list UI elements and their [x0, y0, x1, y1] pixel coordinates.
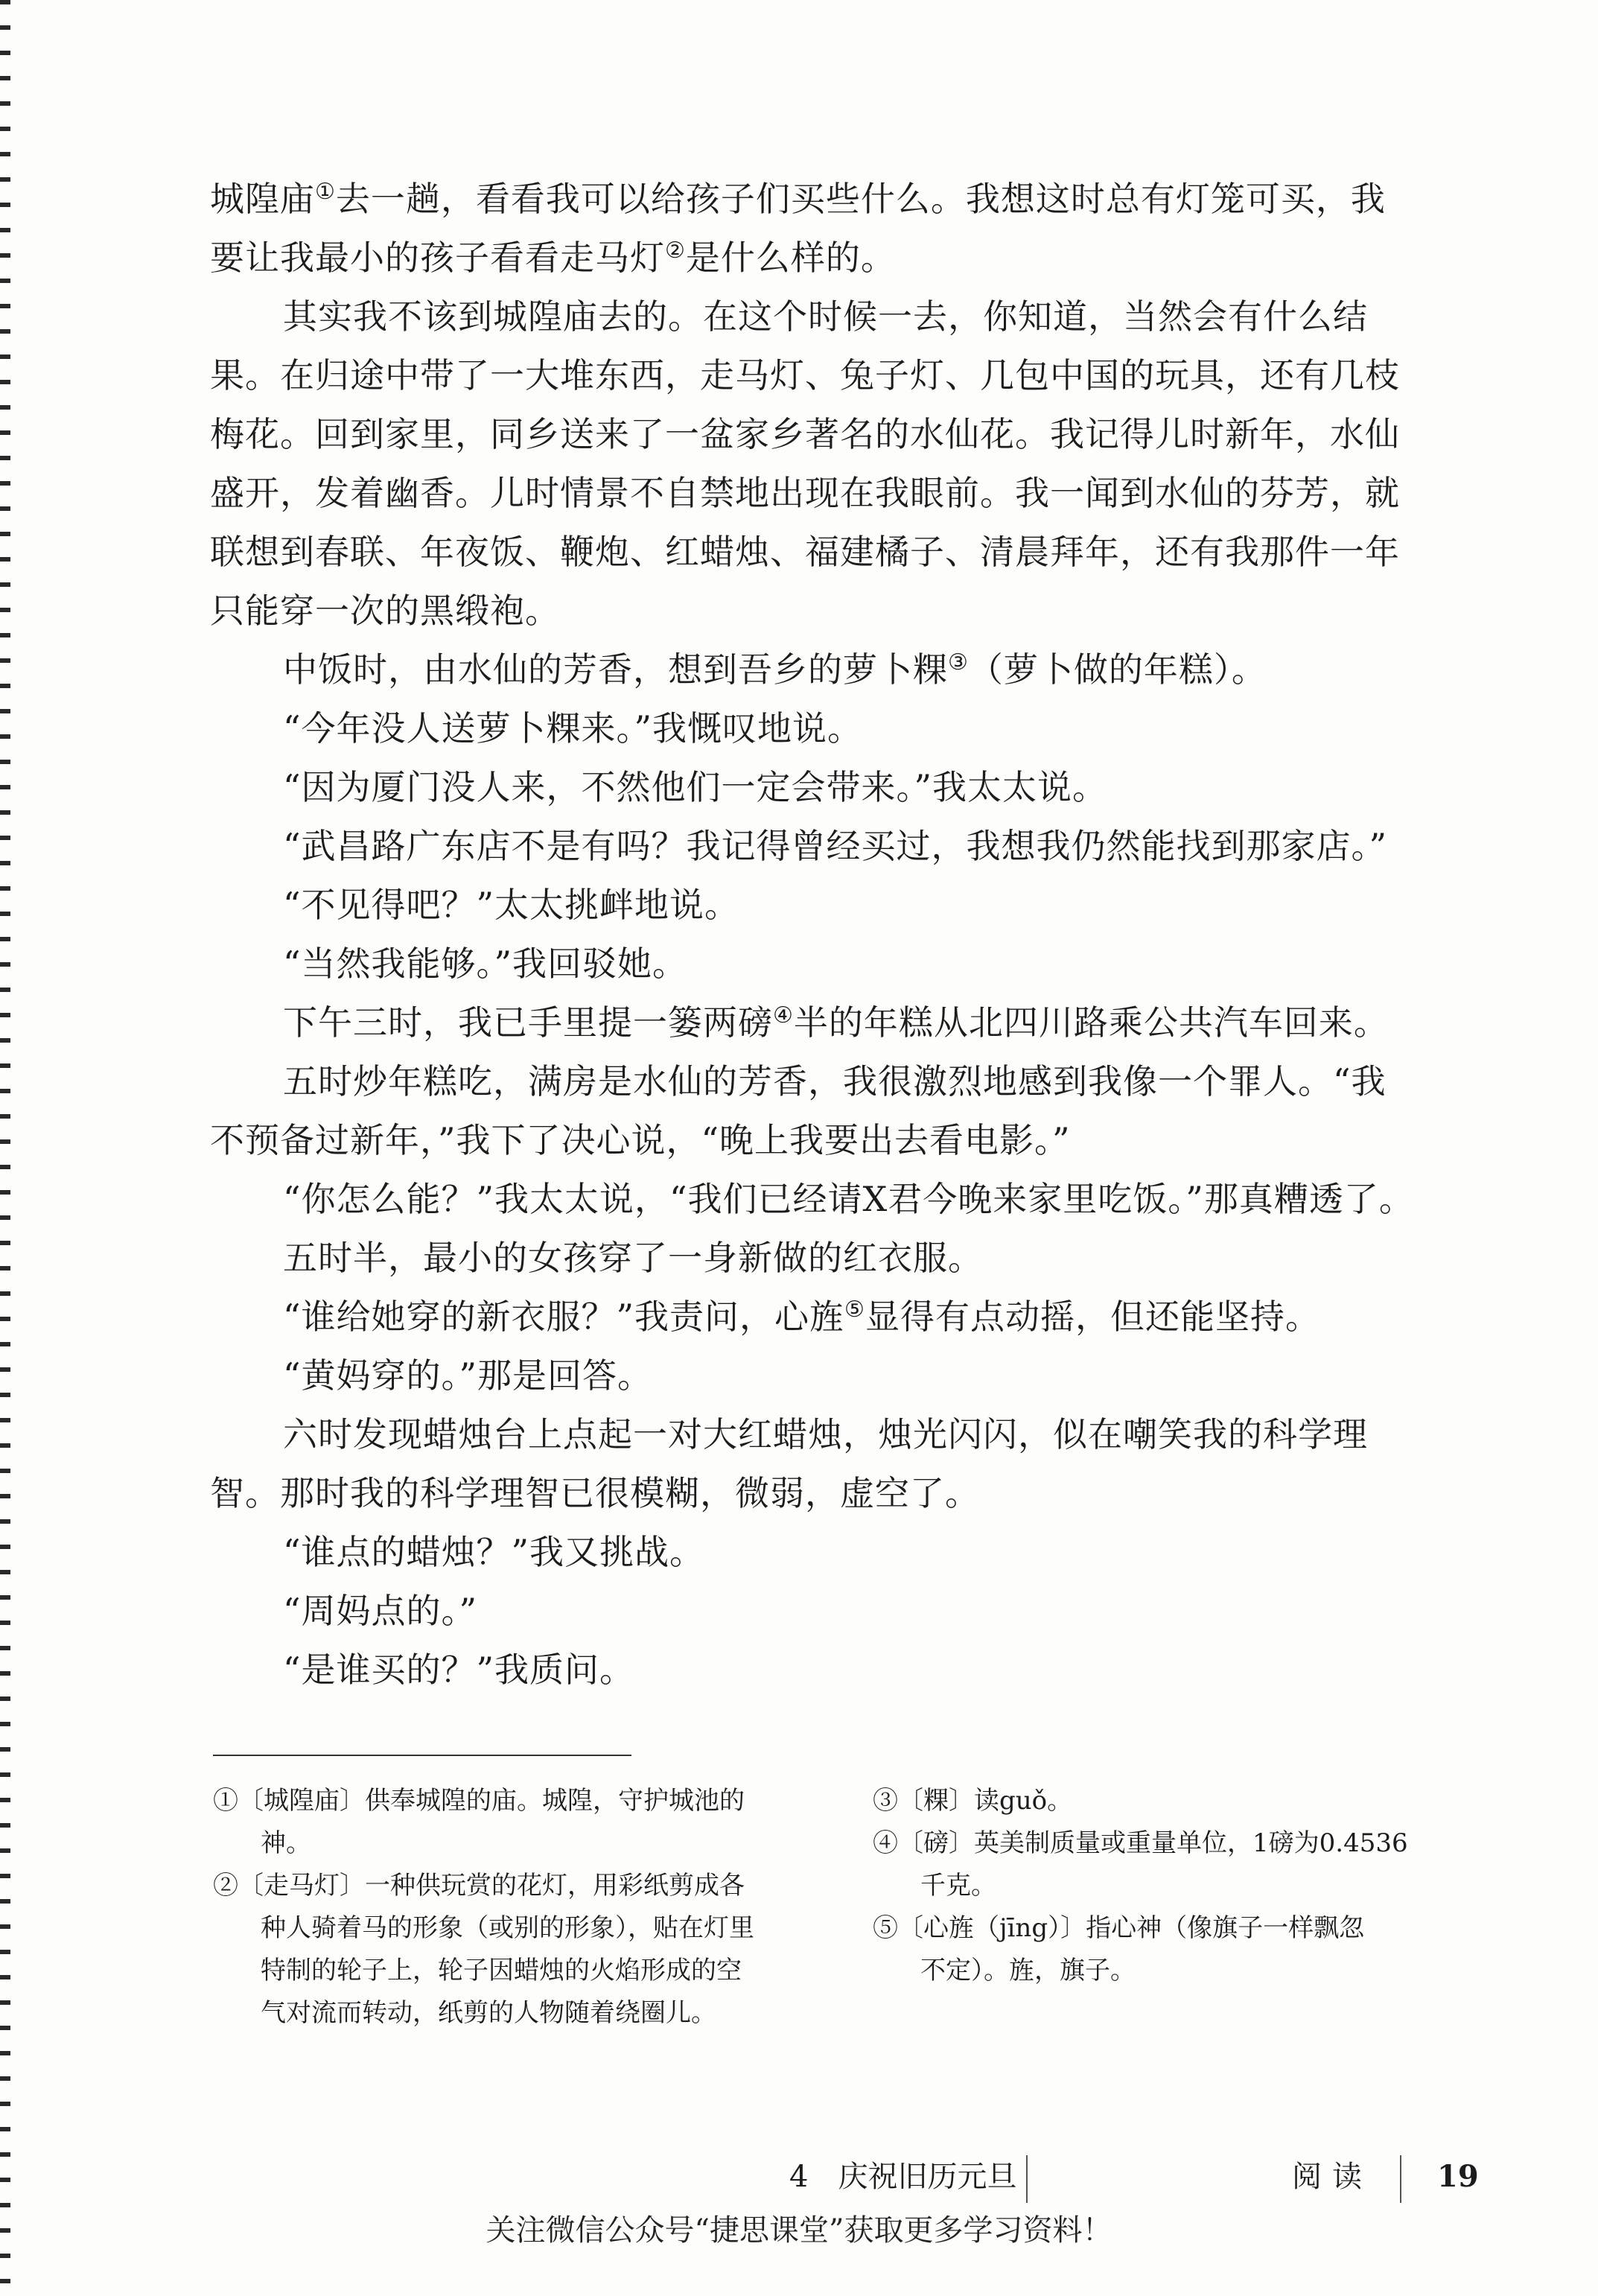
text-line: 五时半，最小的女孩穿了一身新做的红衣服。 — [283, 1238, 983, 1278]
text-line: “武昌路广东店不是有吗？我记得曾经买过，我想我仍然能找到那家店。” — [283, 826, 1388, 866]
text-line: “谁点的蜡烛？”我又挑战。 — [283, 1532, 705, 1572]
text-line: 智。那时我的科学理智已很模糊，微弱，虚空了。 — [210, 1473, 980, 1513]
footnote-line: ②〔走马灯〕一种供玩赏的花灯，用彩纸剪成各 — [213, 1871, 745, 1901]
text-line: “黄妈穿的。”那是回答。 — [283, 1355, 653, 1396]
text-line: “周妈点的。” — [283, 1591, 478, 1631]
section-label: 阅读 — [1292, 2160, 1372, 2194]
page-number: 19 — [1437, 2159, 1479, 2194]
footnote-marker: ④ — [773, 1002, 794, 1028]
footnote-marker: ③ — [948, 649, 969, 675]
text-line: “谁给她穿的新衣服？”我责问，心旌⑤显得有点动摇，但还能坚持。 — [283, 1297, 1320, 1337]
text-line: 五时炒年糕吃，满房是水仙的芳香，我很激烈地感到我像一个罪人。“我 — [283, 1061, 1387, 1101]
text-line: “今年没人送萝卜粿来。”我慨叹地说。 — [283, 708, 863, 748]
text-line: “当然我能够。”我回驳她。 — [283, 944, 688, 984]
text-line: “不见得吧？”太太挑衅地说。 — [283, 885, 740, 925]
text-line: 果。在归途中带了一大堆东西，走马灯、兔子灯、几包中国的玩具，还有几枝 — [210, 355, 1400, 395]
footnote-line: 千克。 — [920, 1871, 996, 1901]
footnote-line: 不定）。旌，旗子。 — [920, 1956, 1136, 1985]
text-line: 梅花。回到家里，同乡送来了一盆家乡著名的水仙花。我记得儿时新年，水仙 — [210, 414, 1400, 454]
text-line: 下午三时，我已手里提一篓两磅④半的年糕从北四川路乘公共汽车回来。 — [283, 1002, 1389, 1043]
footnote-marker: ② — [665, 238, 686, 264]
footnote-line: ⑤〔心旌（jīng）〕指心神（像旗子一样飘忽 — [873, 1913, 1365, 1943]
watermark-text: 关注微信公众号“捷思课堂”获取更多学习资料！ — [486, 2213, 1112, 2248]
footnote-marker: ① — [315, 179, 336, 205]
text-line: 联想到春联、年夜饭、鞭炮、红蜡烛、福建橘子、清晨拜年，还有我那件一年 — [210, 532, 1400, 572]
text-line: 中饭时，由水仙的芳香，想到吾乡的萝卜粿③（萝卜做的年糕）。 — [283, 649, 1267, 690]
body-text — [210, 170, 1476, 1699]
text-line: 其实我不该到城隍庙去的。在这个时候一去，你知道，当然会有什么结 — [283, 296, 1368, 337]
footnotes-right — [873, 1780, 1483, 1992]
page-binding-edge — [0, 0, 10, 2296]
footnote-line: 神。 — [261, 1828, 311, 1858]
footer-separator — [1400, 2155, 1401, 2203]
footnote-line: ①〔城隍庙〕供奉城隍的庙。城隍，守护城池的 — [213, 1786, 745, 1816]
text-line: “因为厦门没人来，不然他们一定会带来。”我太太说。 — [283, 767, 1108, 807]
text-line: 六时发现蜡烛台上点起一对大红蜡烛，烛光闪闪，似在嘲笑我的科学理 — [283, 1414, 1368, 1454]
text-line: “你怎么能？”我太太说，“我们已经请X君今晚来家里吃饭。”那真糟透了。 — [283, 1179, 1414, 1219]
text-line: 只能穿一次的黑缎袍。 — [210, 591, 560, 631]
text-line: “是谁买的？”我质问。 — [283, 1650, 635, 1690]
text-line: 不预备过新年，”我下了决心说，“晚上我要出去看电影。” — [210, 1120, 1071, 1160]
footnote-marker: ⑤ — [844, 1297, 865, 1323]
text-line: 城隍庙①去一趟，看看我可以给孩子们买些什么。我想这时总有灯笼可买，我 — [210, 179, 1386, 219]
footer-separator — [1026, 2155, 1028, 2203]
footnote-line: 种人骑着马的形象（或别的形象），贴在灯里 — [261, 1913, 754, 1943]
text-line: 盛开，发着幽香。儿时情景不自禁地出现在我眼前。我一闻到水仙的芬芳，就 — [210, 473, 1400, 513]
page-footer — [0, 2151, 1598, 2210]
chapter-title: 4 庆祝旧历元旦 — [789, 2160, 1017, 2194]
footnote-line: 特制的轮子上，轮子因蜡烛的火焰形成的空 — [261, 1956, 742, 1985]
footnote-line: 气对流而转动，纸剪的人物随着绕圈儿。 — [261, 1998, 716, 2028]
footnote-line: ③〔粿〕读guǒ。 — [873, 1786, 1073, 1816]
footnote-line: ④〔磅〕英美制质量或重量单位，1磅为0.4536 — [873, 1828, 1408, 1858]
footnote-divider — [213, 1755, 631, 1756]
text-line: 要让我最小的孩子看看走马灯②是什么样的。 — [210, 238, 896, 278]
footnotes-left — [213, 1780, 809, 2035]
